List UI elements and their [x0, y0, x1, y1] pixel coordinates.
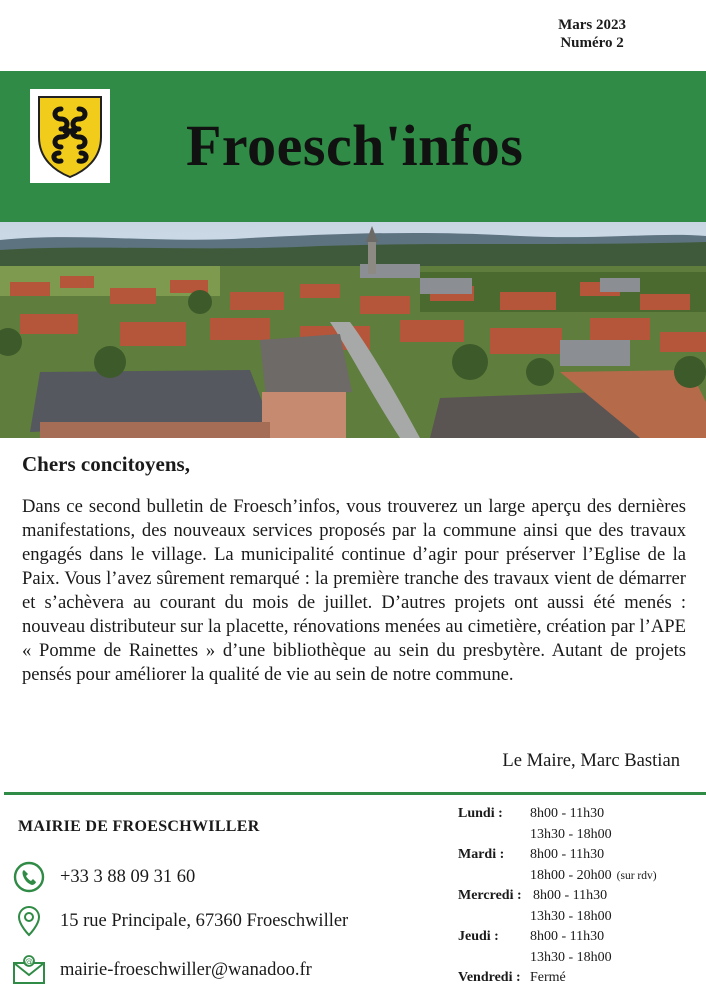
phone-number[interactable]: +33 3 88 09 31 60 [60, 866, 196, 887]
svg-text:@: @ [25, 957, 33, 966]
hours-row [458, 845, 698, 866]
hours-row [458, 866, 698, 887]
location-pin-icon [12, 904, 46, 938]
hours-time: 13h30 - 18h00 [530, 826, 612, 842]
letter-body: Dans ce second bulletin de Froesch’infos, vous trouverez un large aperçu des dernières manifestations, des nouveaux services proposés par la commune ainsi que des travaux engagés dans le village. La municipalité continue d’agir pour préserver l’Eglise de la Paix. Vous l’avez sûrement remarqué : la première tranche des travaux vient de démarrer et s’achèvera au courant du mois de juillet. D’autres projets ont aussi été menés : nouveau distributeur sur la placette, rénovations menées au cimetière, création par l’APE « Pomme de Rainettes » d’une bibliothèque au sein du presbytère. Autant de projets pensés pour améliorer la qualité de vie au sein de notre commune. [22, 496, 686, 685]
hours-day: Mardi : [458, 847, 505, 862]
hours-time: 13h30 - 18h00 [530, 949, 612, 965]
hours-day: Mercredi : [458, 888, 522, 903]
hours-time: 13h30 - 18h00 [530, 908, 612, 924]
hours-day: Jeudi : [458, 929, 499, 944]
phone-icon [12, 860, 46, 894]
hours-time: 8h00 - 11h30 [530, 806, 605, 821]
opening-hours [458, 804, 698, 989]
hours-day: Vendredi : [458, 970, 521, 985]
email-icon [12, 953, 46, 987]
letter-greeting: Chers concitoyens, [22, 452, 190, 476]
issue-number: Numéro 2 [560, 35, 624, 51]
hours-day [458, 866, 530, 887]
hours-row [458, 825, 698, 846]
hours-row [458, 927, 698, 948]
mairie-title: MAIRIE DE FROESCHWILLER [18, 818, 260, 835]
phone-row [12, 860, 195, 894]
hours-day [458, 948, 530, 969]
email-address[interactable]: mairie-froeschwiller@wanadoo.fr [60, 959, 312, 980]
hours-note: (sur rdv) [616, 869, 657, 882]
hours-time: 8h00 - 11h30 [530, 929, 605, 944]
letter-signature: Le Maire, Marc Bastian [502, 750, 680, 771]
hours-row [458, 886, 698, 907]
issue-info [558, 16, 626, 52]
address-row [12, 904, 348, 938]
hours-time: 8h00 - 11h30 [533, 888, 608, 903]
hours-time: 18h00 - 20h00 [530, 867, 612, 883]
newsletter-title: Froesch'infos [186, 113, 524, 178]
hours-row [458, 968, 698, 989]
hours-day: Lundi : [458, 806, 503, 821]
hours-time: Fermé [530, 970, 566, 985]
village-aerial-photo [0, 222, 706, 438]
hours-day [458, 907, 530, 928]
title-banner [0, 71, 706, 222]
hours-row [458, 804, 698, 825]
section-divider [4, 792, 706, 795]
crest-icon [30, 89, 110, 183]
address-text: 15 rue Principale, 67360 Froeschwiller [60, 910, 349, 931]
hours-time: 8h00 - 11h30 [530, 847, 605, 862]
email-row [12, 953, 312, 987]
hours-row [458, 948, 698, 969]
hours-day [458, 825, 530, 846]
issue-date: Mars 2023 [558, 17, 626, 33]
hours-row [458, 907, 698, 928]
